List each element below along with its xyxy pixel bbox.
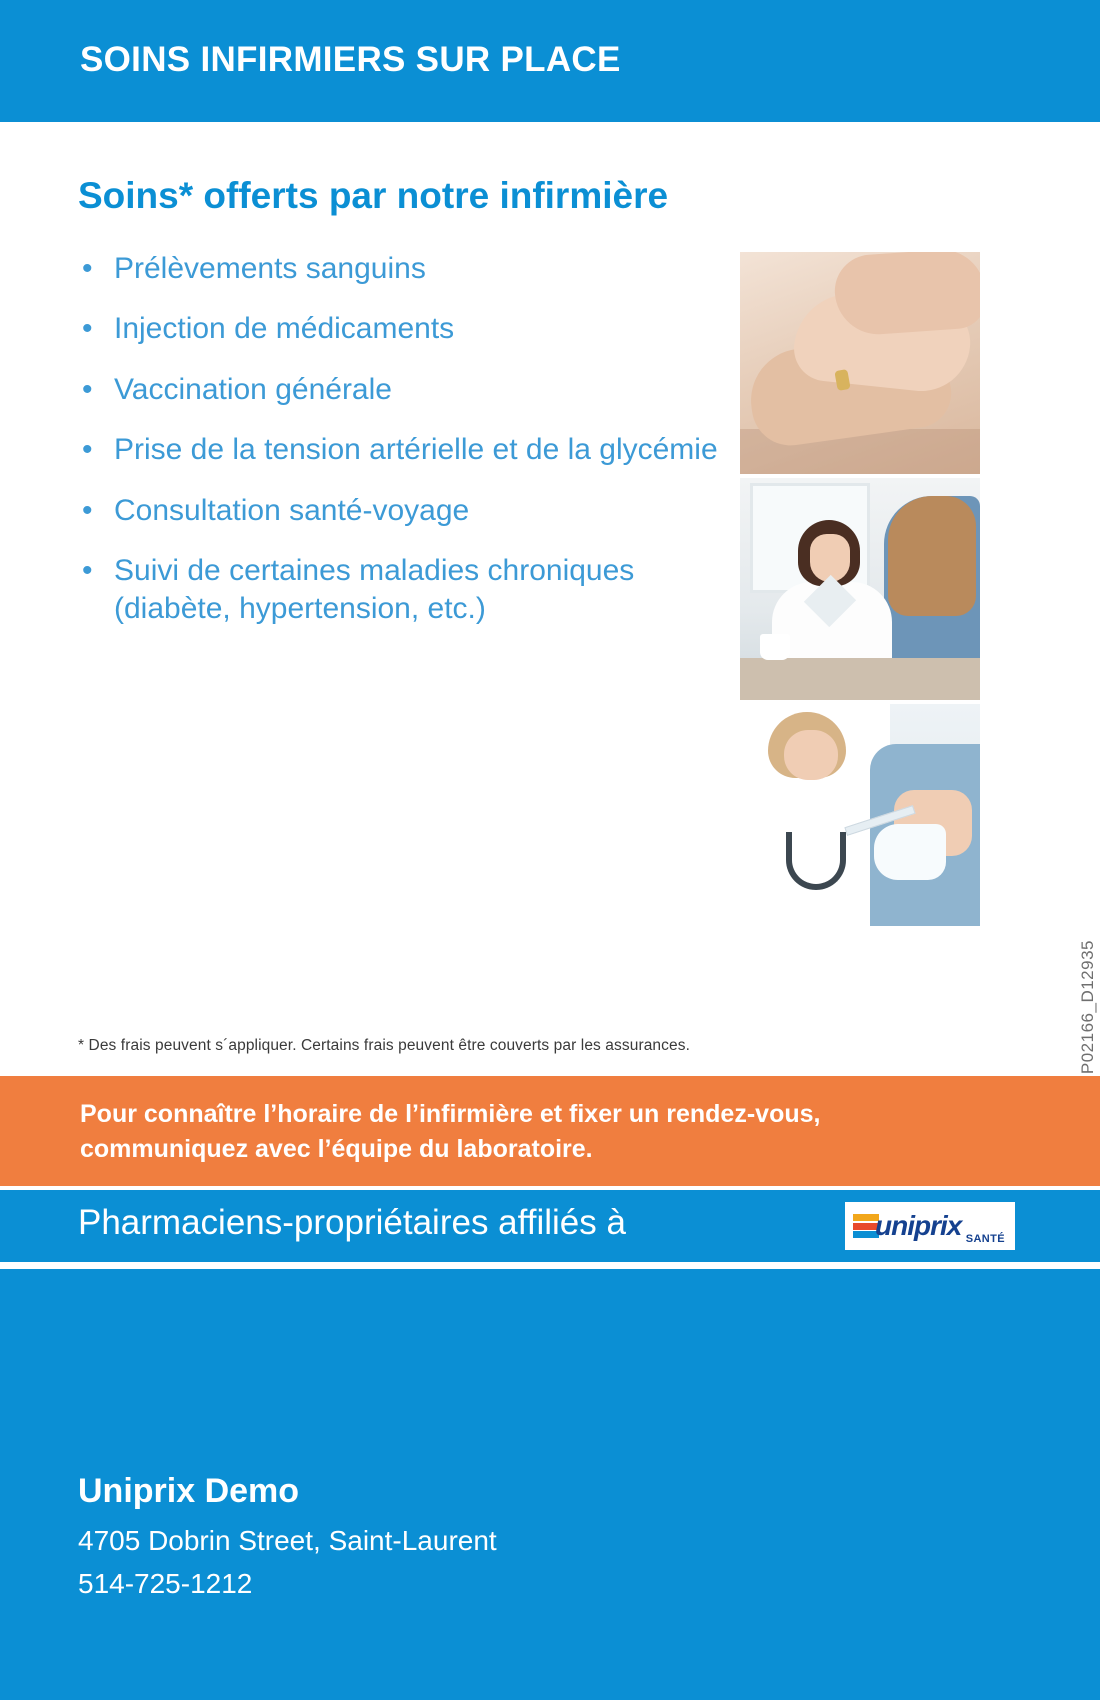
list-item-label: Prélèvements sanguins [114, 252, 426, 285]
services-list [78, 250, 738, 651]
callout-line-2: communiquez avec l’équipe du laboratoire. [80, 1134, 593, 1163]
store-phone[interactable]: 514-725-1212 [78, 1568, 253, 1599]
list-item [78, 492, 738, 530]
list-item-label: Prise de la tension artérielle et de la glycémie [114, 433, 718, 467]
bullet-icon: • [82, 252, 93, 285]
list-item [78, 431, 738, 469]
divider [0, 1262, 1100, 1269]
affiliation-text: Pharmaciens-propriétaires affiliés à [78, 1203, 626, 1242]
store-name: Uniprix Demo [78, 1472, 300, 1510]
list-item [78, 310, 738, 348]
bullet-icon: • [82, 553, 93, 587]
list-item-label: Consultation santé-voyage [114, 493, 470, 527]
logo-subtitle: SANTÉ [965, 1233, 1005, 1245]
section-subtitle: Soins* offerts par notre infirmière [78, 175, 669, 216]
uniprix-logo [845, 1202, 1015, 1250]
callout-line-1: Pour connaître l’horaire de l’infirmière et fixer un rendez-vous, [80, 1100, 821, 1128]
bullet-icon: • [82, 312, 93, 346]
callout-text [80, 1097, 1020, 1166]
list-item-label: Vaccination générale [114, 372, 392, 406]
list-item [78, 250, 738, 288]
photo-column [740, 252, 980, 930]
list-item [78, 552, 738, 629]
nurse-consultation-photo [740, 478, 980, 700]
store-address: 4705 Dobrin Street, Saint-Laurent [78, 1525, 497, 1556]
bullet-icon: • [82, 433, 93, 467]
list-item-label: Injection de médicaments [114, 312, 455, 346]
footnote: * Des frais peuvent s´appliquer. Certains frais peuvent être couverts par les assurances. [78, 1037, 690, 1054]
hands-holding-photo [740, 252, 980, 474]
page-title: SOINS INFIRMIERS SUR PLACE [80, 40, 621, 79]
vaccination-photo [740, 704, 980, 926]
list-item-label: Suivi de certaines maladies chroniques (diabète, hypertension, etc.) [114, 553, 635, 626]
bullet-icon: • [82, 372, 93, 406]
document-code: P02166_D12935 [1078, 940, 1097, 1075]
bullet-icon: • [82, 493, 93, 527]
list-item [78, 371, 738, 409]
logo-wordmark: uniprix [875, 1210, 962, 1241]
